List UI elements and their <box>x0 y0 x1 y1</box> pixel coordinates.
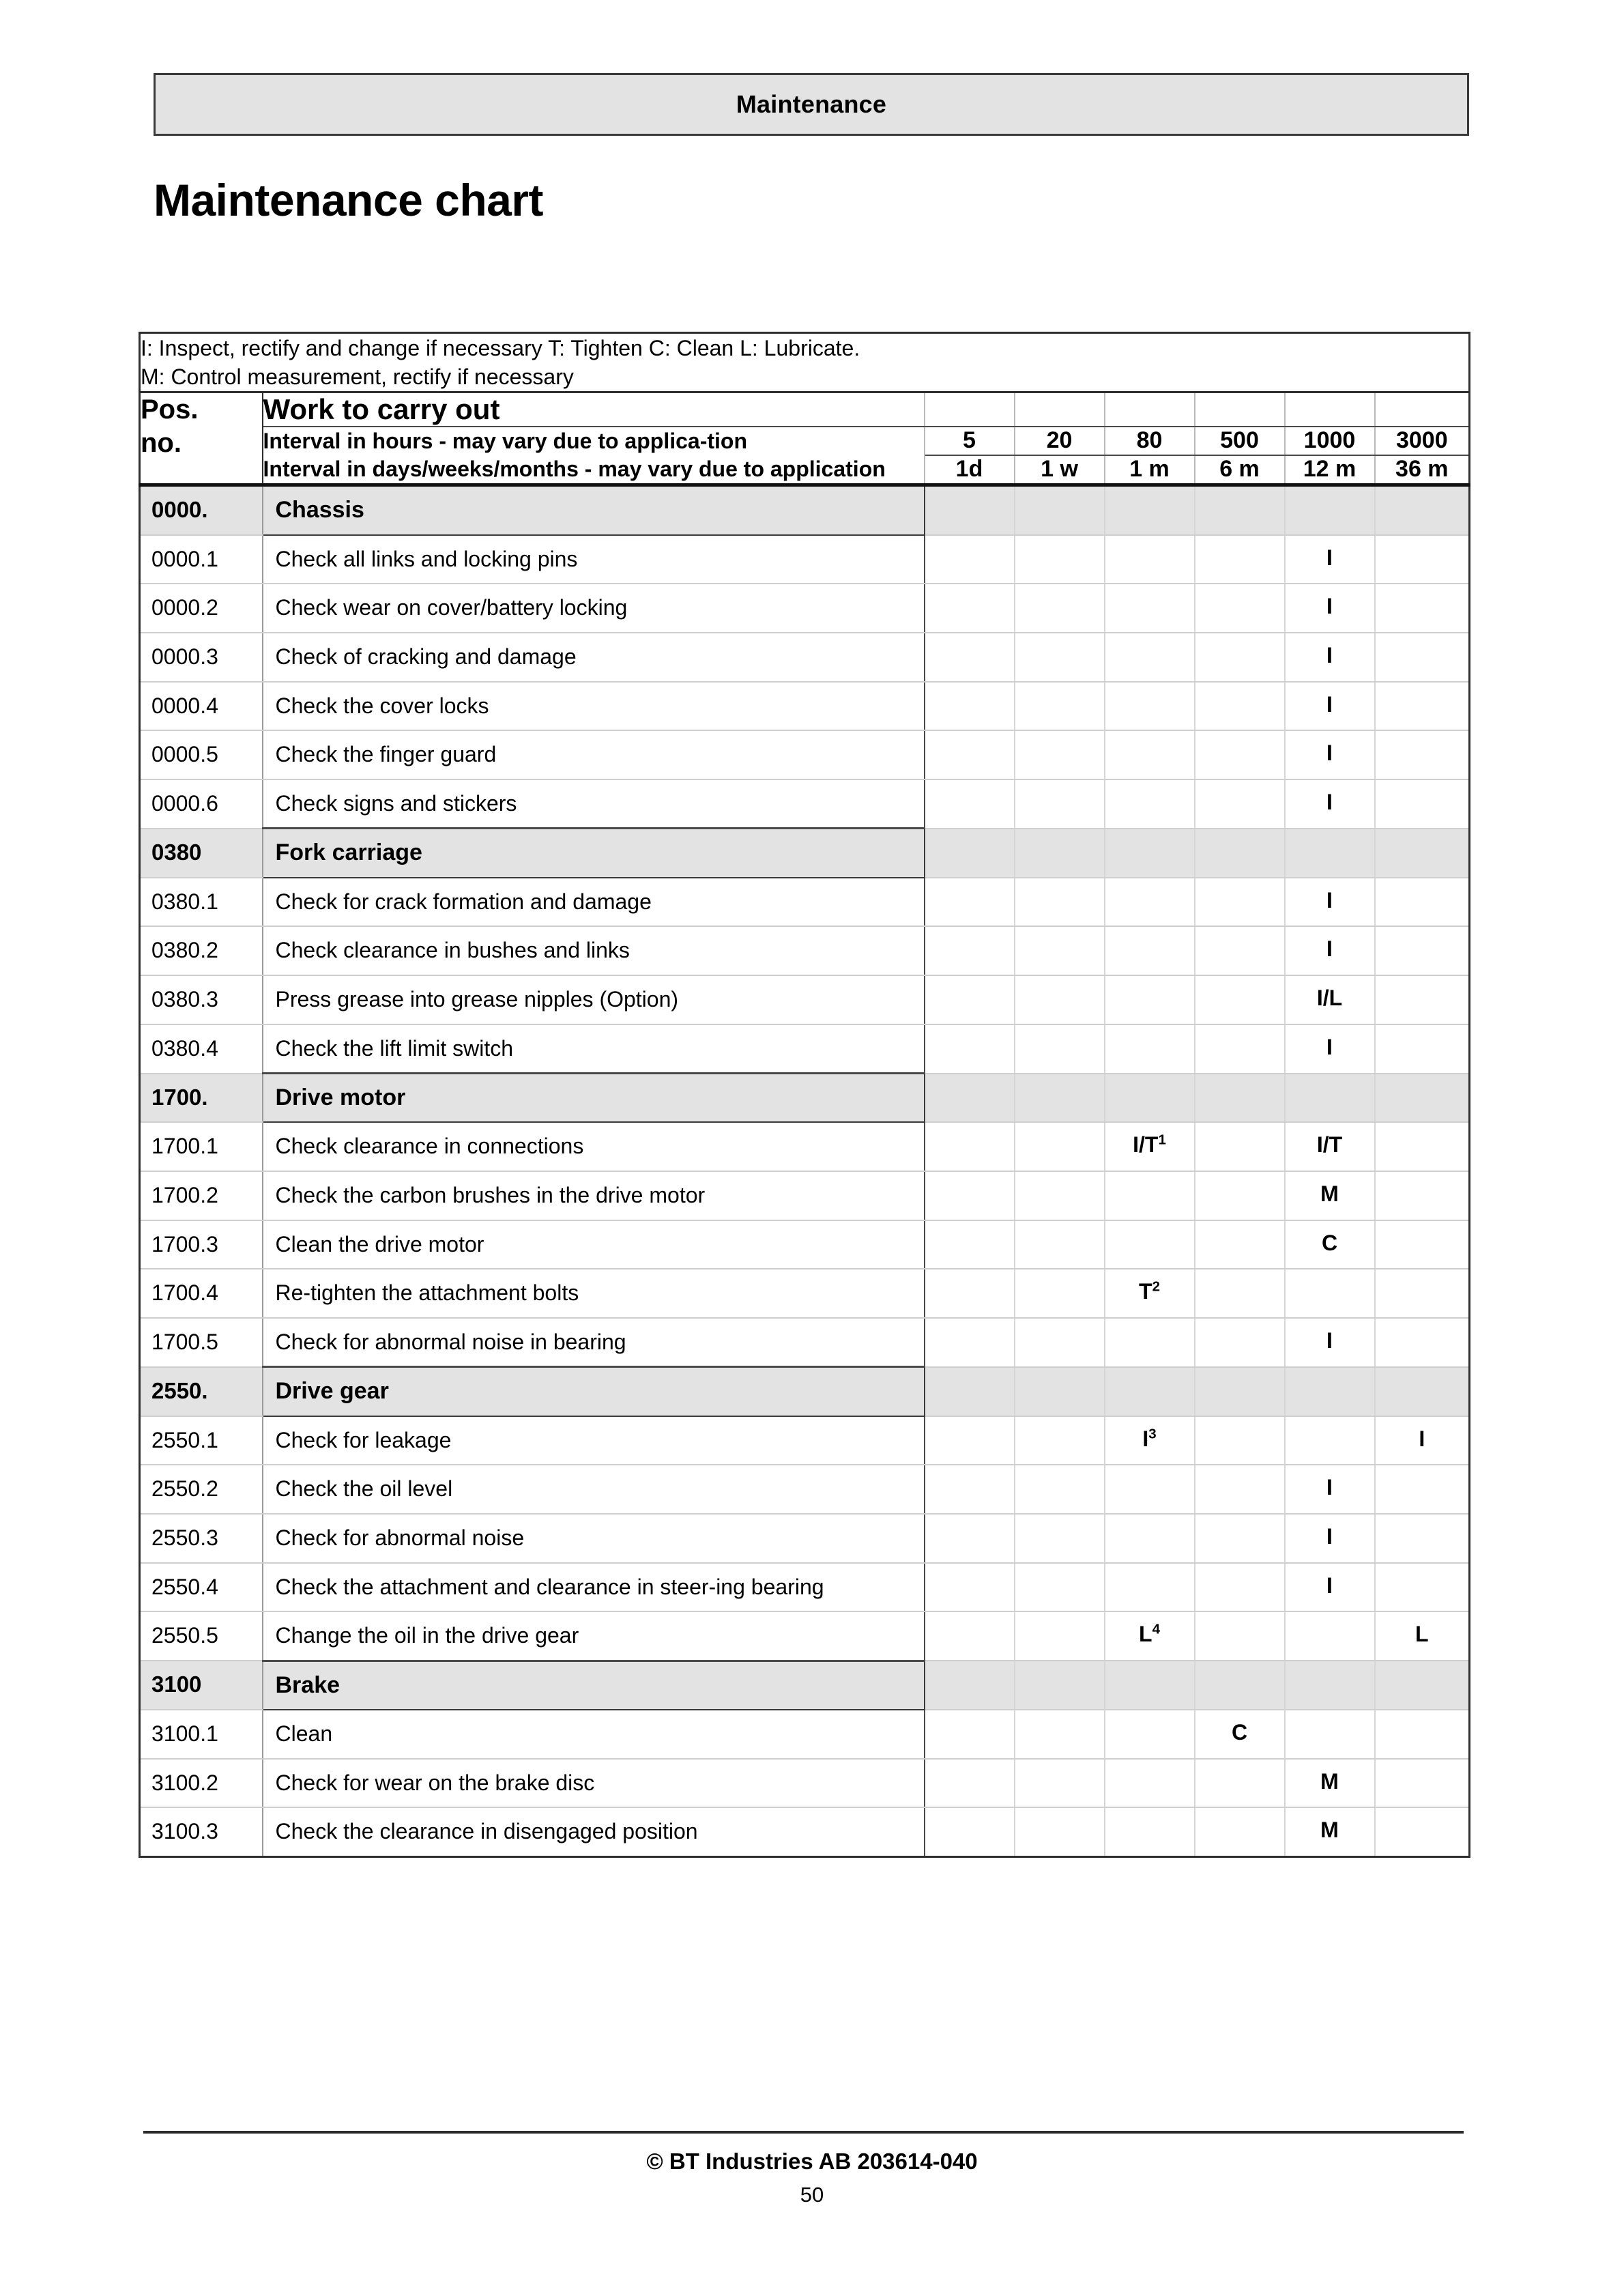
table-row <box>140 779 1470 829</box>
row-interval-mark <box>1375 730 1470 779</box>
row-pos-no: 0380.4 <box>140 1024 263 1074</box>
row-interval-mark: $L^4$ <box>1105 1611 1195 1661</box>
row-interval-mark <box>925 535 1015 584</box>
section-interval-cell <box>1285 829 1375 878</box>
row-interval-mark <box>1015 1563 1105 1612</box>
row-interval-mark <box>1195 1171 1285 1220</box>
row-interval-mark <box>1375 1122 1470 1171</box>
row-pos-no: 1700.3 <box>140 1220 263 1269</box>
row-interval-mark <box>925 1465 1015 1514</box>
row-interval-mark: $T^2$ <box>1105 1269 1195 1318</box>
row-work-description: Check wear on cover/battery locking <box>263 584 925 633</box>
row-interval-mark <box>925 584 1015 633</box>
row-interval-mark: I <box>1285 584 1375 633</box>
section-header-row <box>140 1074 1470 1123</box>
row-work-description: Check the carbon brushes in the drive motor <box>263 1171 925 1220</box>
row-interval-mark <box>1195 1024 1285 1074</box>
row-interval-mark <box>925 1807 1015 1856</box>
row-work-description: Clean the drive motor <box>263 1220 925 1269</box>
row-interval-mark <box>925 1710 1015 1759</box>
interval-hours-500: 500 <box>1195 427 1285 455</box>
row-interval-mark: I <box>1285 878 1375 927</box>
footnote-marker: 4 <box>1152 1621 1160 1637</box>
section-interval-cell <box>1375 485 1470 535</box>
maintenance-chart-table <box>139 332 1470 1858</box>
row-interval-mark <box>1105 535 1195 584</box>
interval-days-1m: 1 m <box>1105 455 1195 485</box>
section-name: Chassis <box>263 485 925 535</box>
row-interval-mark: I <box>1285 926 1375 975</box>
row-interval-mark <box>1015 878 1105 927</box>
table-row <box>140 1171 1470 1220</box>
table-row <box>140 878 1470 927</box>
table-row <box>140 633 1470 682</box>
row-interval-mark: I/L <box>1285 975 1375 1024</box>
row-interval-mark: I <box>1285 1465 1375 1514</box>
interval-days-6m: 6 m <box>1195 455 1285 485</box>
row-interval-mark <box>925 878 1015 927</box>
row-interval-mark <box>1015 1611 1105 1661</box>
section-interval-cell <box>1195 1074 1285 1123</box>
interval-days-1w: 1 w <box>1015 455 1105 485</box>
section-interval-cell <box>1195 1661 1285 1710</box>
section-interval-cell <box>1285 485 1375 535</box>
row-pos-no: 1700.4 <box>140 1269 263 1318</box>
row-interval-mark <box>1015 975 1105 1024</box>
row-interval-mark: $I^3$ <box>1105 1416 1195 1465</box>
row-interval-mark <box>925 1122 1015 1171</box>
row-interval-mark <box>1105 633 1195 682</box>
row-interval-mark: I <box>1285 1514 1375 1563</box>
row-interval-mark: I <box>1375 1416 1470 1465</box>
row-pos-no: 0000.1 <box>140 535 263 584</box>
section-name: Brake <box>263 1661 925 1710</box>
section-interval-cell <box>1015 1074 1105 1123</box>
row-interval-mark <box>1015 584 1105 633</box>
header-spacer-1 <box>925 392 1015 427</box>
row-interval-mark <box>1015 682 1105 731</box>
legend-line-2: M: Control measurement, rectify if necessary <box>141 364 574 390</box>
row-pos-no: 1700.5 <box>140 1318 263 1367</box>
row-interval-mark <box>1015 779 1105 829</box>
row-interval-mark <box>1195 1269 1285 1318</box>
table-row <box>140 1465 1470 1514</box>
section-interval-cell <box>1015 1661 1105 1710</box>
interval-days-12m: 12 m <box>1285 455 1375 485</box>
row-interval-mark <box>1105 1759 1195 1808</box>
row-interval-mark: I <box>1285 1024 1375 1074</box>
row-interval-mark: M <box>1285 1171 1375 1220</box>
row-interval-mark <box>1015 1465 1105 1514</box>
table-row <box>140 1514 1470 1563</box>
row-interval-mark <box>1375 1171 1470 1220</box>
row-interval-mark <box>925 1759 1015 1808</box>
footer-copyright: © BT Industries AB 203614-040 <box>646 2149 978 2174</box>
row-interval-mark <box>1375 779 1470 829</box>
row-interval-mark: I <box>1285 682 1375 731</box>
row-interval-mark <box>925 975 1015 1024</box>
row-interval-mark <box>1015 1220 1105 1269</box>
section-interval-cell <box>1015 829 1105 878</box>
row-interval-mark <box>1195 584 1285 633</box>
section-pos-no: 0380 <box>140 829 263 878</box>
row-interval-mark <box>925 1416 1015 1465</box>
header-spacer-4 <box>1195 392 1285 427</box>
row-interval-mark <box>1195 730 1285 779</box>
section-interval-cell <box>1015 485 1105 535</box>
row-interval-mark <box>1195 926 1285 975</box>
row-interval-mark <box>1015 1759 1105 1808</box>
table-row <box>140 1024 1470 1074</box>
table-row <box>140 1416 1470 1465</box>
row-work-description: Check for wear on the brake disc <box>263 1759 925 1808</box>
row-interval-mark <box>1195 878 1285 927</box>
row-interval-mark <box>1105 1318 1195 1367</box>
row-interval-mark <box>1375 1269 1470 1318</box>
row-work-description: Press grease into grease nipples (Option) <box>263 975 925 1024</box>
row-interval-mark <box>1105 730 1195 779</box>
interval-hours-3000: 3000 <box>1375 427 1470 455</box>
section-pos-no: 2550. <box>140 1367 263 1416</box>
row-interval-mark <box>925 779 1015 829</box>
row-interval-mark <box>1105 1220 1195 1269</box>
row-pos-no: 0380.2 <box>140 926 263 975</box>
row-work-description: Check the clearance in disengaged position <box>263 1807 925 1856</box>
interval-days-36m: 36 m <box>1375 455 1470 485</box>
row-interval-mark <box>1375 584 1470 633</box>
row-interval-mark <box>1195 1416 1285 1465</box>
row-interval-mark <box>1105 1024 1195 1074</box>
section-interval-cell <box>1105 829 1195 878</box>
section-pos-no: 0000. <box>140 485 263 535</box>
row-interval-mark <box>1105 1171 1195 1220</box>
table-row <box>140 584 1470 633</box>
row-interval-mark <box>1195 633 1285 682</box>
table-row <box>140 1122 1470 1171</box>
table-row <box>140 1710 1470 1759</box>
table-row <box>140 1759 1470 1808</box>
row-work-description: Check for abnormal noise in bearing <box>263 1318 925 1367</box>
row-interval-mark <box>1195 1465 1285 1514</box>
row-interval-mark <box>1375 1318 1470 1367</box>
section-interval-cell <box>1105 485 1195 535</box>
table-row <box>140 1563 1470 1612</box>
row-interval-mark <box>1195 1807 1285 1856</box>
row-interval-mark <box>1105 1465 1195 1514</box>
section-interval-cell <box>1375 829 1470 878</box>
table-row <box>140 1269 1470 1318</box>
legend-row <box>140 333 1470 392</box>
row-interval-mark <box>1375 1024 1470 1074</box>
row-interval-mark <box>1375 1807 1470 1856</box>
row-interval-mark: M <box>1285 1759 1375 1808</box>
row-interval-mark: C <box>1285 1220 1375 1269</box>
row-interval-mark <box>1015 1807 1105 1856</box>
section-header-row <box>140 485 1470 535</box>
section-interval-cell <box>925 1367 1015 1416</box>
section-interval-cell <box>1285 1074 1375 1123</box>
row-interval-mark: $I/T^1$ <box>1105 1122 1195 1171</box>
section-header-row <box>140 1661 1470 1710</box>
row-interval-mark <box>925 682 1015 731</box>
legend-cell <box>140 333 1470 392</box>
row-interval-mark <box>1015 1269 1105 1318</box>
footer-rule <box>143 2131 1464 2134</box>
row-interval-mark <box>1195 1318 1285 1367</box>
row-interval-mark: I <box>1285 535 1375 584</box>
row-interval-mark <box>925 1220 1015 1269</box>
pos-no-header <box>140 392 263 485</box>
row-work-description: Check the lift limit switch <box>263 1024 925 1074</box>
row-interval-mark <box>1195 1759 1285 1808</box>
row-interval-mark <box>1015 926 1105 975</box>
footer-page-number: 50 <box>800 2183 824 2207</box>
interval-hours-label: Interval in hours - may vary due to applica-tion <box>263 427 925 455</box>
row-interval-mark <box>1105 682 1195 731</box>
table-row <box>140 1318 1470 1367</box>
row-interval-mark <box>1195 779 1285 829</box>
row-pos-no: 0000.6 <box>140 779 263 829</box>
row-interval-mark <box>1375 1514 1470 1563</box>
row-interval-mark <box>925 1024 1015 1074</box>
row-interval-mark <box>1015 535 1105 584</box>
row-interval-mark <box>925 633 1015 682</box>
row-interval-mark: I <box>1285 730 1375 779</box>
row-interval-mark <box>1195 1611 1285 1661</box>
section-name: Drive gear <box>263 1367 925 1416</box>
row-interval-mark <box>1375 535 1470 584</box>
row-work-description: Check the attachment and clearance in steer-ing bearing <box>263 1563 925 1612</box>
footnote-marker: 1 <box>1158 1132 1166 1148</box>
row-work-description: Check clearance in connections <box>263 1122 925 1171</box>
section-interval-cell <box>1105 1367 1195 1416</box>
section-pos-no: 3100 <box>140 1661 263 1710</box>
row-interval-mark <box>1105 779 1195 829</box>
row-interval-mark <box>1195 1122 1285 1171</box>
row-interval-mark <box>1015 730 1105 779</box>
row-pos-no: 2550.3 <box>140 1514 263 1563</box>
section-name: Fork carriage <box>263 829 925 878</box>
row-interval-mark <box>1105 1710 1195 1759</box>
section-interval-cell <box>1105 1074 1195 1123</box>
row-interval-mark <box>1015 1416 1105 1465</box>
row-work-description: Check for leakage <box>263 1416 925 1465</box>
row-interval-mark <box>1375 1759 1470 1808</box>
row-interval-mark <box>1375 1220 1470 1269</box>
row-interval-mark <box>925 730 1015 779</box>
row-pos-no: 2550.5 <box>140 1611 263 1661</box>
row-interval-mark: I <box>1285 1563 1375 1612</box>
row-interval-mark <box>1105 1514 1195 1563</box>
row-interval-mark: C <box>1195 1710 1285 1759</box>
section-interval-cell <box>925 1074 1015 1123</box>
row-interval-mark <box>925 1318 1015 1367</box>
table-row <box>140 926 1470 975</box>
row-pos-no: 3100.3 <box>140 1807 263 1856</box>
table-row <box>140 975 1470 1024</box>
row-work-description: Check for abnormal noise <box>263 1514 925 1563</box>
header-row-hours <box>140 427 1470 455</box>
table-row <box>140 1220 1470 1269</box>
row-interval-mark <box>1015 1710 1105 1759</box>
row-work-description: Change the oil in the drive gear <box>263 1611 925 1661</box>
footnote-marker: 3 <box>1148 1426 1157 1442</box>
table-row <box>140 730 1470 779</box>
pos-no-header-line2: no. <box>141 428 182 459</box>
interval-days-1d: 1d <box>925 455 1015 485</box>
section-interval-cell <box>1285 1367 1375 1416</box>
interval-hours-1000: 1000 <box>1285 427 1375 455</box>
header-spacer-5 <box>1285 392 1375 427</box>
interval-hours-80: 80 <box>1105 427 1195 455</box>
row-interval-mark <box>1195 1563 1285 1612</box>
section-interval-cell <box>925 1661 1015 1710</box>
row-interval-mark <box>1015 1024 1105 1074</box>
row-work-description: Clean <box>263 1710 925 1759</box>
row-interval-mark <box>1105 1807 1195 1856</box>
row-interval-mark <box>1375 926 1470 975</box>
row-pos-no: 2550.2 <box>140 1465 263 1514</box>
row-interval-mark <box>1195 975 1285 1024</box>
row-work-description: Check the finger guard <box>263 730 925 779</box>
row-interval-mark: I <box>1285 1318 1375 1367</box>
row-interval-mark <box>1195 1220 1285 1269</box>
section-interval-cell <box>1105 1661 1195 1710</box>
row-work-description: Check for crack formation and damage <box>263 878 925 927</box>
row-interval-mark <box>1015 633 1105 682</box>
section-interval-cell <box>1015 1367 1105 1416</box>
row-work-description: Re-tighten the attachment bolts <box>263 1269 925 1318</box>
work-to-carry-out-header: Work to carry out <box>263 392 925 427</box>
row-pos-no: 0380.3 <box>140 975 263 1024</box>
header-row-days <box>140 455 1470 485</box>
row-interval-mark <box>1015 1122 1105 1171</box>
row-interval-mark <box>1105 878 1195 927</box>
interval-hours-20: 20 <box>1015 427 1105 455</box>
header-row-work <box>140 392 1470 427</box>
table-row <box>140 1807 1470 1856</box>
row-pos-no: 1700.2 <box>140 1171 263 1220</box>
row-interval-mark <box>1375 878 1470 927</box>
row-interval-mark <box>1375 975 1470 1024</box>
row-work-description: Check of cracking and damage <box>263 633 925 682</box>
row-interval-mark <box>1285 1710 1375 1759</box>
row-interval-mark <box>1285 1416 1375 1465</box>
row-pos-no: 0000.5 <box>140 730 263 779</box>
row-pos-no: 0000.4 <box>140 682 263 731</box>
row-interval-mark: L <box>1375 1611 1470 1661</box>
row-pos-no: 3100.2 <box>140 1759 263 1808</box>
page-title: Maintenance chart <box>154 175 543 225</box>
row-interval-mark <box>1105 1563 1195 1612</box>
interval-hours-5: 5 <box>925 427 1015 455</box>
row-interval-mark <box>1195 535 1285 584</box>
section-interval-cell <box>925 485 1015 535</box>
row-work-description: Check all links and locking pins <box>263 535 925 584</box>
section-name: Drive motor <box>263 1074 925 1123</box>
row-interval-mark <box>925 1611 1015 1661</box>
row-interval-mark <box>1015 1171 1105 1220</box>
row-work-description: Check the cover locks <box>263 682 925 731</box>
section-header-row <box>140 829 1470 878</box>
section-interval-cell <box>1375 1661 1470 1710</box>
section-interval-cell <box>1375 1367 1470 1416</box>
row-interval-mark <box>1105 584 1195 633</box>
row-interval-mark <box>1285 1611 1375 1661</box>
table-row <box>140 682 1470 731</box>
row-work-description: Check signs and stickers <box>263 779 925 829</box>
row-work-description: Check clearance in bushes and links <box>263 926 925 975</box>
row-interval-mark <box>925 1171 1015 1220</box>
row-interval-mark <box>1375 1710 1470 1759</box>
section-header-row <box>140 1367 1470 1416</box>
row-interval-mark <box>925 1514 1015 1563</box>
row-pos-no: 0380.1 <box>140 878 263 927</box>
section-interval-cell <box>925 829 1015 878</box>
running-header-title: Maintenance <box>736 90 887 118</box>
row-interval-mark <box>1375 682 1470 731</box>
row-pos-no: 3100.1 <box>140 1710 263 1759</box>
row-pos-no: 0000.2 <box>140 584 263 633</box>
row-interval-mark <box>925 1269 1015 1318</box>
row-interval-mark <box>1015 1514 1105 1563</box>
row-interval-mark <box>1015 1318 1105 1367</box>
row-interval-mark <box>1375 1465 1470 1514</box>
row-interval-mark <box>1375 1563 1470 1612</box>
row-interval-mark <box>925 1563 1015 1612</box>
row-interval-mark: M <box>1285 1807 1375 1856</box>
row-interval-mark <box>1105 975 1195 1024</box>
row-pos-no: 1700.1 <box>140 1122 263 1171</box>
section-pos-no: 1700. <box>140 1074 263 1123</box>
row-interval-mark <box>1195 1514 1285 1563</box>
running-header-banner <box>154 73 1469 136</box>
section-interval-cell <box>1375 1074 1470 1123</box>
header-spacer-6 <box>1375 392 1470 427</box>
row-interval-mark: I <box>1285 779 1375 829</box>
header-spacer-3 <box>1105 392 1195 427</box>
pos-no-header-line1: Pos. <box>141 394 199 425</box>
row-interval-mark <box>1195 682 1285 731</box>
row-work-description: Check the oil level <box>263 1465 925 1514</box>
table-row <box>140 535 1470 584</box>
interval-days-label: Interval in days/weeks/months - may vary due to application <box>263 455 925 485</box>
footnote-marker: 2 <box>1152 1278 1160 1295</box>
row-interval-mark <box>1285 1269 1375 1318</box>
legend-line-1: I: Inspect, rectify and change if necessary T: Tighten C: Clean L: Lubricate. <box>141 336 860 360</box>
row-pos-no: 0000.3 <box>140 633 263 682</box>
row-pos-no: 2550.1 <box>140 1416 263 1465</box>
section-interval-cell <box>1195 829 1285 878</box>
section-interval-cell <box>1285 1661 1375 1710</box>
row-interval-mark <box>1375 633 1470 682</box>
row-interval-mark <box>925 926 1015 975</box>
header-spacer-2 <box>1015 392 1105 427</box>
section-interval-cell <box>1195 1367 1285 1416</box>
row-interval-mark: I <box>1285 633 1375 682</box>
table-row <box>140 1611 1470 1661</box>
section-interval-cell <box>1195 485 1285 535</box>
row-pos-no: 2550.4 <box>140 1563 263 1612</box>
row-interval-mark <box>1105 926 1195 975</box>
row-interval-mark: I/T <box>1285 1122 1375 1171</box>
